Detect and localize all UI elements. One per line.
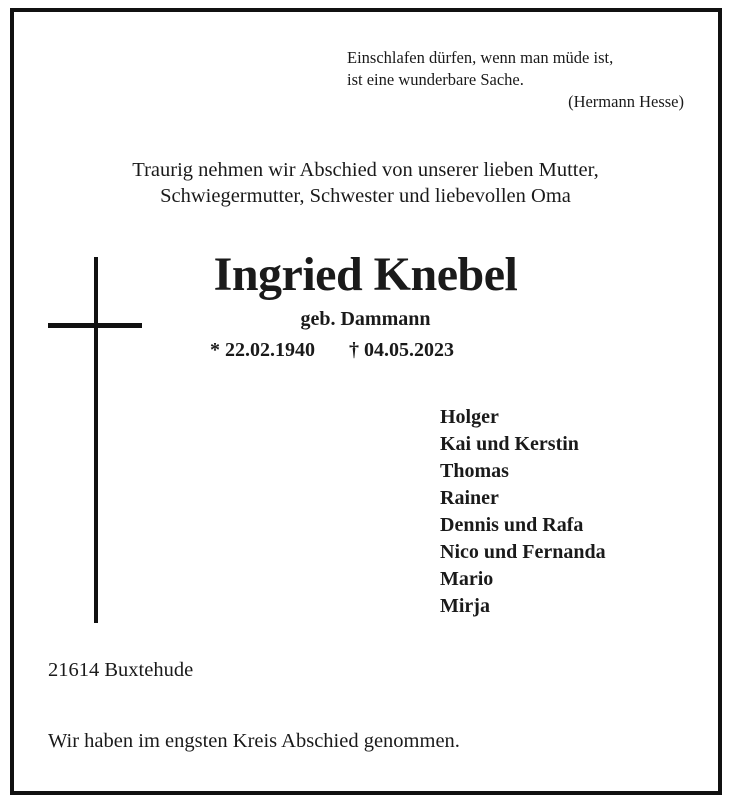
mourner-item: Holger: [440, 406, 499, 428]
place: 21614 Buxtehude: [48, 659, 194, 681]
birth-name: geb. Dammann: [300, 308, 431, 330]
death-date: † 04.05.2023: [349, 339, 454, 361]
quote-block: [347, 47, 684, 113]
mourner-item: Mario: [440, 568, 494, 590]
quote-author: (Hermann Hesse): [568, 92, 684, 111]
mourners-list: [440, 404, 606, 620]
closing-note: Wir haben im engsten Kreis Abschied genommen.: [48, 730, 460, 752]
deceased-name: Ingried Knebel: [213, 248, 518, 301]
quote-line-2: ist eine wunderbare Sache.: [347, 70, 524, 89]
mourner-item: Dennis und Rafa: [440, 514, 584, 536]
intro-line-1: Traurig nehmen wir Abschied von unserer lieben Mutter,: [132, 159, 599, 181]
mourner-item: Nico und Fernanda: [440, 541, 606, 563]
mourner-item: Kai und Kerstin: [440, 433, 579, 455]
life-dates: [210, 337, 454, 363]
mourner-item: Rainer: [440, 487, 499, 509]
intro-text: [0, 157, 731, 209]
quote-line-1: Einschlafen dürfen, wenn man müde ist,: [347, 48, 614, 67]
mourner-item: Mirja: [440, 595, 490, 617]
intro-line-2: Schwiegermutter, Schwester und liebevollen Oma: [160, 185, 571, 207]
mourner-item: Thomas: [440, 460, 509, 482]
birth-date: * 22.02.1940: [210, 339, 315, 361]
